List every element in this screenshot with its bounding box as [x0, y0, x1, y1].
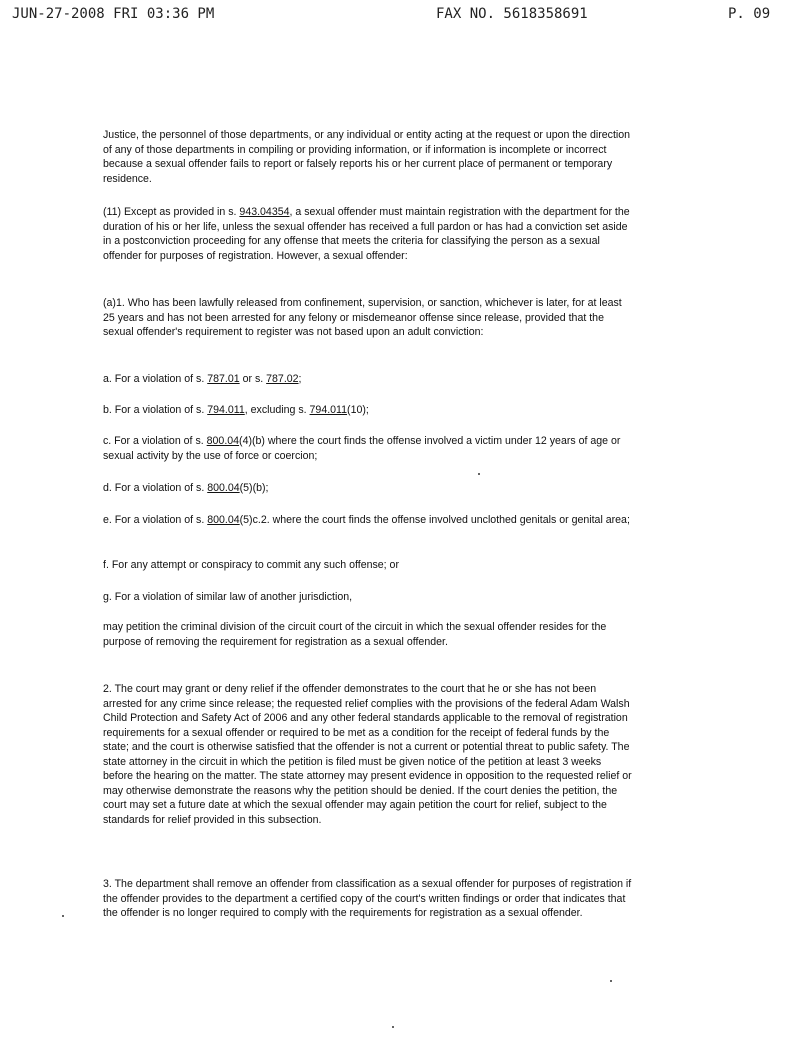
- statute-reference: 943.04354: [239, 206, 290, 218]
- list-item-d: [103, 481, 633, 496]
- list-item-f: f. For any attempt or conspiracy to commit any such offense; or: [103, 559, 399, 571]
- text-run: d. For a violation of s.: [103, 482, 208, 494]
- fax-page-number: P. 09: [728, 6, 771, 22]
- statute-reference: 787.01: [207, 373, 240, 385]
- fax-noise-speck: [62, 915, 64, 917]
- paragraph-3: 3. The department shall remove an offender from classification as a sexual offender for purposes of registration if the offender provides to the department a certified copy of the court's written findings or order that indicates that the offender is no longer required to comply with the requirements for registration as a sexual offender.: [103, 878, 632, 919]
- list-item-a: [103, 372, 633, 387]
- fax-noise-speck: [478, 473, 480, 475]
- text-run: , excluding s.: [244, 404, 310, 416]
- list-item-b: [103, 403, 633, 418]
- statute-reference: 787.02: [266, 373, 299, 385]
- text-run: (5)c.2. where the court finds the offense involved unclothed genitals or genital area;: [239, 514, 630, 526]
- paragraph-subsection-11: [103, 205, 633, 263]
- paragraph-may-petition: may petition the criminal division of the circuit court of the circuit in which the sexual offender resides for the purpose of removing the requirement for registration as a sexual offender.: [103, 621, 607, 648]
- fax-number: FAX NO. 5618358691: [436, 6, 588, 22]
- text-run: (5)(b);: [239, 482, 269, 494]
- paragraph-2: 2. The court may grant or deny relief if the offender demonstrates to the court that he or she has not been arrested for any crime since release; the requested relief complies with the provisions of the federal Adam Walsh Child Protection and Safety Act of 2006 and any other federal standards applicable to the removal of registration requirements for a sexual offender or required to be met as a condition for the receipt of federal funds by the state; and the court is otherwise satisfied that the offender is not a current or potential threat to public safety. The state attorney in the circuit in which the petition is filed must be given notice of the petition at least 3 weeks before the hearing on the matter. The state attorney may present evidence in opposition to the requested relief or may otherwise demonstrate the reasons why the petition should be denied. If the court denies the petition, the court may set a future date at which the sexual offender may again petition the court for relief, subject to the standards for relief provided in this subsection.: [103, 683, 632, 826]
- fax-header: [0, 6, 812, 26]
- fax-noise-speck: [392, 1026, 394, 1028]
- statute-reference: 800.04: [206, 435, 240, 447]
- statute-reference: 800.04: [207, 482, 240, 494]
- text-run: (10);: [347, 404, 369, 416]
- fax-datetime: JUN-27-2008 FRI 03:36 PM: [12, 6, 215, 22]
- paragraph-continuation: Justice, the personnel of those departments, or any individual or entity acting at the request or upon the direction of any of those departments in compiling or providing information, or if information is incomplete or incorrect because a sexual offender fails to report or falsely reports his or her current place of permanent or temporary residence.: [103, 129, 631, 185]
- fax-noise-speck: [610, 980, 612, 982]
- text-run: ;: [298, 373, 302, 385]
- text-run: b. For a violation of s.: [103, 404, 208, 416]
- list-item-c: [103, 434, 633, 463]
- text-run: c. For a violation of s.: [103, 435, 207, 447]
- list-item-g: g. For a violation of similar law of another jurisdiction,: [103, 591, 353, 603]
- statute-reference: 794.011: [207, 404, 245, 416]
- list-item-e: [103, 513, 633, 528]
- text-run: , a sexual offender must maintain registration with the department for the duration of his or her life, unless the sexual offender has received a full pardon or has had a conviction set aside in a postconviction proceeding for any offense that meets the criteria for classifying the person as a sexual offender for purposes of registration. However, a sexual offender:: [103, 206, 630, 262]
- statute-reference: 794.011: [309, 404, 348, 416]
- text-run: or s.: [239, 373, 267, 385]
- text-run: a. For a violation of s.: [103, 373, 208, 385]
- text-run: (11) Except as provided in s.: [103, 206, 240, 218]
- paragraph-a1: (a)1. Who has been lawfully released from confinement, supervision, or sanction, whichever is later, for at least 25 years and has not been arrested for any felony or misdemeanor offense since release, provided that the sexual offender's requirement to register was not based upon an adult conviction:: [103, 297, 622, 338]
- statute-reference: 800.04: [207, 514, 240, 526]
- text-run: (4)(b) where the court finds the offense involved a victim under 12 years of age or sexual activity by the use of force or coercion;: [103, 435, 621, 462]
- text-run: e. For a violation of s.: [103, 514, 208, 526]
